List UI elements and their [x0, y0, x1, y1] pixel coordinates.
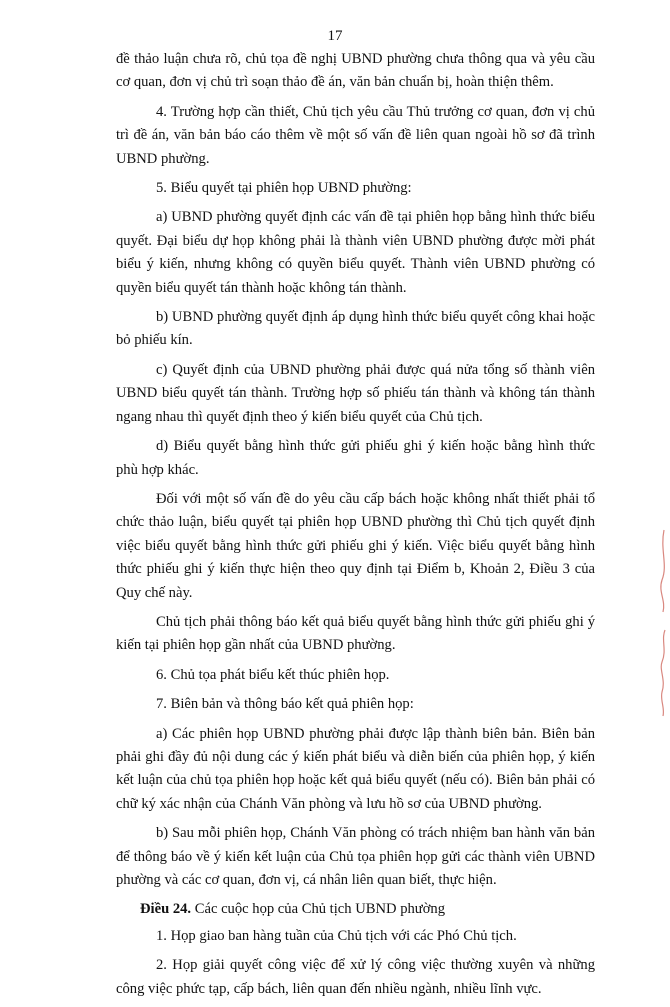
article-item-2: 2. Họp giải quyết công việc để xử lý công việc thường xuyên và những công việc phức tạp, cấp bách, liên quan đến nhiều ngành, nhiều lĩnh vực.: [116, 957, 595, 997]
paragraph-continuation: đề thảo luận chưa rõ, chủ tọa đề nghị UBND phường chưa thông qua và yêu cầu cơ quan, đơn vị chủ trì soạn thảo đề án, văn bản chuẩn bị, hoàn thiện thêm.: [116, 51, 595, 91]
page-number: 17: [327, 28, 343, 44]
paragraph-vote-result-notice: Chủ tịch phải thông báo kết quả biểu quyết bằng hình thức gửi phiếu ghi ý kiến tại phiên họp gần nhất của UBND phường.: [116, 613, 595, 654]
paragraph-item-6: 6. Chủ tọa phát biểu kết thúc phiên họp.: [156, 666, 390, 683]
document-body: [116, 48, 595, 1007]
paragraph-item-5c: c) Quyết định của UBND phường phải được quá nửa tổng số thành viên UBND biểu quyết tán thành. Trường hợp số phiếu tán thành và không tán thành ngang nhau thì quyết định theo ý kiến biểu quyết của Chủ tịch.: [116, 361, 595, 425]
paragraph-item-5: 5. Biểu quyết tại phiên họp UBND phường:: [156, 180, 412, 197]
paragraph-item-5b: b) UBND phường quyết định áp dụng hình thức biểu quyết công khai hoặc bỏ phiếu kín.: [116, 309, 595, 349]
paragraph-item-4: 4. Trường hợp cần thiết, Chủ tịch yêu cầu Thủ trưởng cơ quan, đơn vị chủ trì đề án, văn bản báo cáo thêm về một số vấn đề liên quan ngoài hồ sơ đã trình UBND phường.: [116, 103, 595, 167]
paragraph-item-5d: d) Biểu quyết bằng hình thức gửi phiếu ghi ý kiến hoặc bằng hình thức phù hợp khác.: [116, 438, 595, 478]
article-item-1: 1. Họp giao ban hàng tuần của Chủ tịch với các Phó Chủ tịch.: [156, 927, 517, 944]
paragraph-item-7b: b) Sau mỗi phiên họp, Chánh Văn phòng có trách nhiệm ban hành văn bản để thông báo về ý kiến kết luận của Chủ tọa phiên họp gửi các thành viên UBND phường và các cơ quan, đơn vị, cá nhân liên quan biết, thực hiện.: [116, 825, 595, 888]
paragraph-urgent-voting: Đối với một số vấn đề do yêu cầu cấp bách hoặc không nhất thiết phải tổ chức thảo luận, biểu quyết tại phiên họp UBND phường thì Chủ tịch quyết định việc biểu quyết bằng hình thức gửi phiếu ghi ý kiến. Việc biểu quyết bằng hình thức phiếu ghi ý kiến thực hiện theo quy định tại Điểm b, Khoản 2, Điều 3 của Quy chế này.: [116, 490, 595, 601]
paragraph-item-7a: a) Các phiên họp UBND phường phải được lập thành biên bản. Biên bản phải ghi đầy đủ nội dung các ý kiến phát biểu và diễn biến của phiên họp, ý kiến kết luận của chủ tọa phiên họp hoặc kết quả biểu quyết (nếu có). Biên bản phải có chữ ký xác nhận của Chánh Văn phòng và lưu hồ sơ của UBND phường.: [116, 725, 595, 812]
article-title: Các cuộc họp của Chủ tịch UBND phường: [194, 901, 446, 918]
paragraph-item-7: 7. Biên bản và thông báo kết quả phiên họp:: [156, 696, 414, 713]
red-seal-edge-mark: [650, 520, 670, 720]
paragraph-item-5a: a) UBND phường quyết định các vấn đề tại phiên họp bằng hình thức biểu quyết. Đại biểu dự họp không phải là thành viên UBND phường được mời phát biểu ý kiến, nhưng không có quyền biểu quyết. Thành viên UBND phường có quyền biểu quyết tán thành hoặc không tán thành.: [116, 209, 595, 296]
article-number: Điều 24.: [140, 901, 192, 918]
article-heading: [116, 898, 595, 921]
